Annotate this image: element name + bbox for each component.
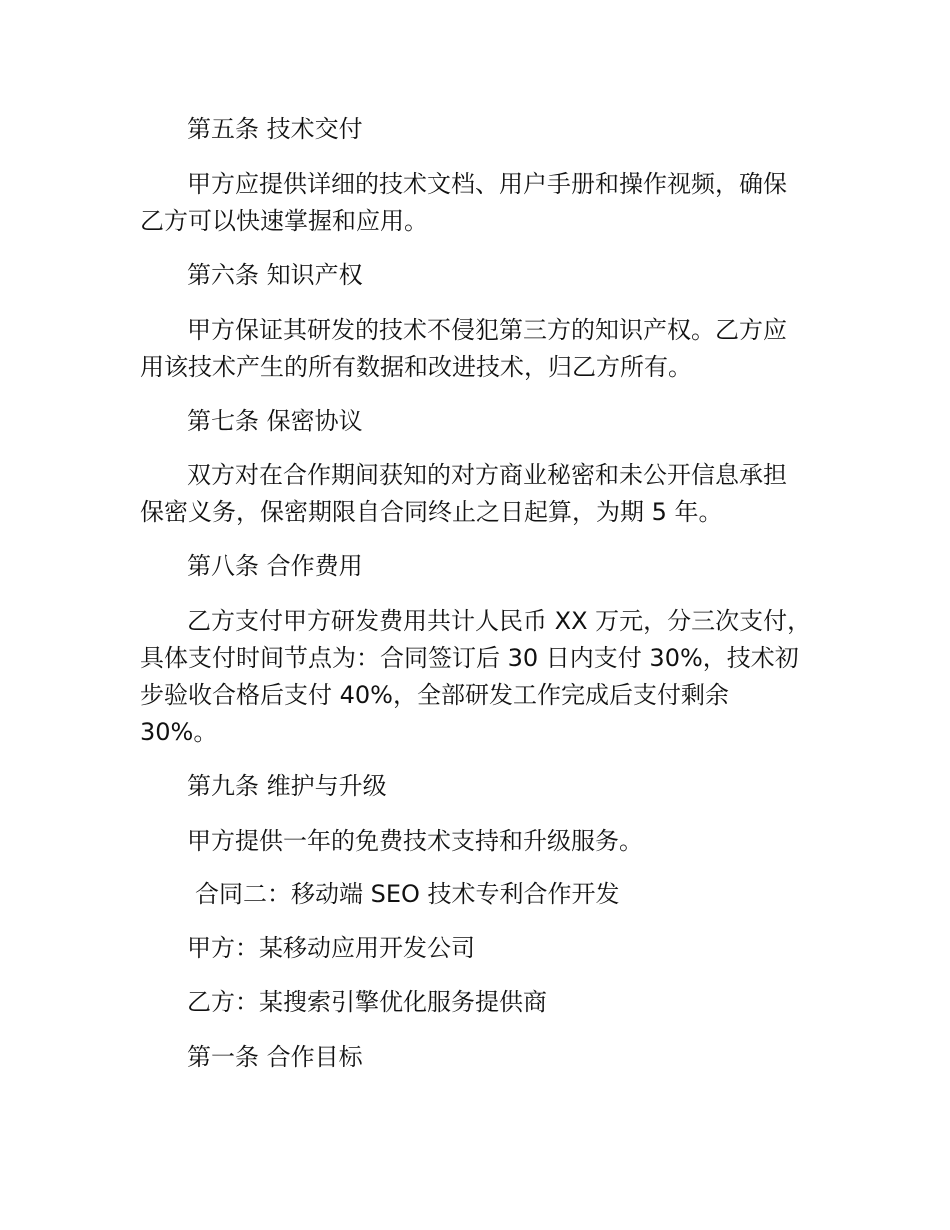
paragraph-line: 甲方提供一年的免费技术支持和升级服务。 [187, 827, 643, 855]
paragraph-line: 具体支付时间节点为：合同签订后 30 日内支付 30%，技术初 [140, 644, 799, 672]
contract-title: 合同二：移动端 SEO 技术专利合作开发 [195, 880, 620, 908]
paragraph-line: 用该技术产生的所有数据和改进技术，归乙方所有。 [140, 353, 692, 381]
paragraph-line: 保密义务，保密期限自合同终止之日起算，为期 5 年。 [140, 498, 723, 526]
article-heading: 第八条 合作费用 [187, 552, 363, 580]
article-heading: 第一条 合作目标 [187, 1043, 363, 1071]
article-heading: 第七条 保密协议 [187, 407, 363, 435]
paragraph-line: 双方对在合作期间获知的对方商业秘密和未公开信息承担 [187, 461, 787, 489]
paragraph-line: 30%。 [140, 718, 218, 746]
party-b: 乙方：某搜索引擎优化服务提供商 [187, 988, 547, 1016]
paragraph-line: 步验收合格后支付 40%，全部研发工作完成后支付剩余 [140, 681, 729, 709]
paragraph-line: 甲方应提供详细的技术文档、用户手册和操作视频，确保 [187, 170, 787, 198]
party-a: 甲方：某移动应用开发公司 [187, 934, 475, 962]
article-heading: 第九条 维护与升级 [187, 772, 387, 800]
paragraph-line: 乙方支付甲方研发费用共计人民币 XX 万元，分三次支付， [187, 607, 812, 635]
article-heading: 第六条 知识产权 [187, 261, 363, 289]
paragraph-line: 甲方保证其研发的技术不侵犯第三方的知识产权。乙方应 [187, 316, 787, 344]
article-heading: 第五条 技术交付 [187, 115, 363, 143]
paragraph-line: 乙方可以快速掌握和应用。 [140, 207, 428, 235]
